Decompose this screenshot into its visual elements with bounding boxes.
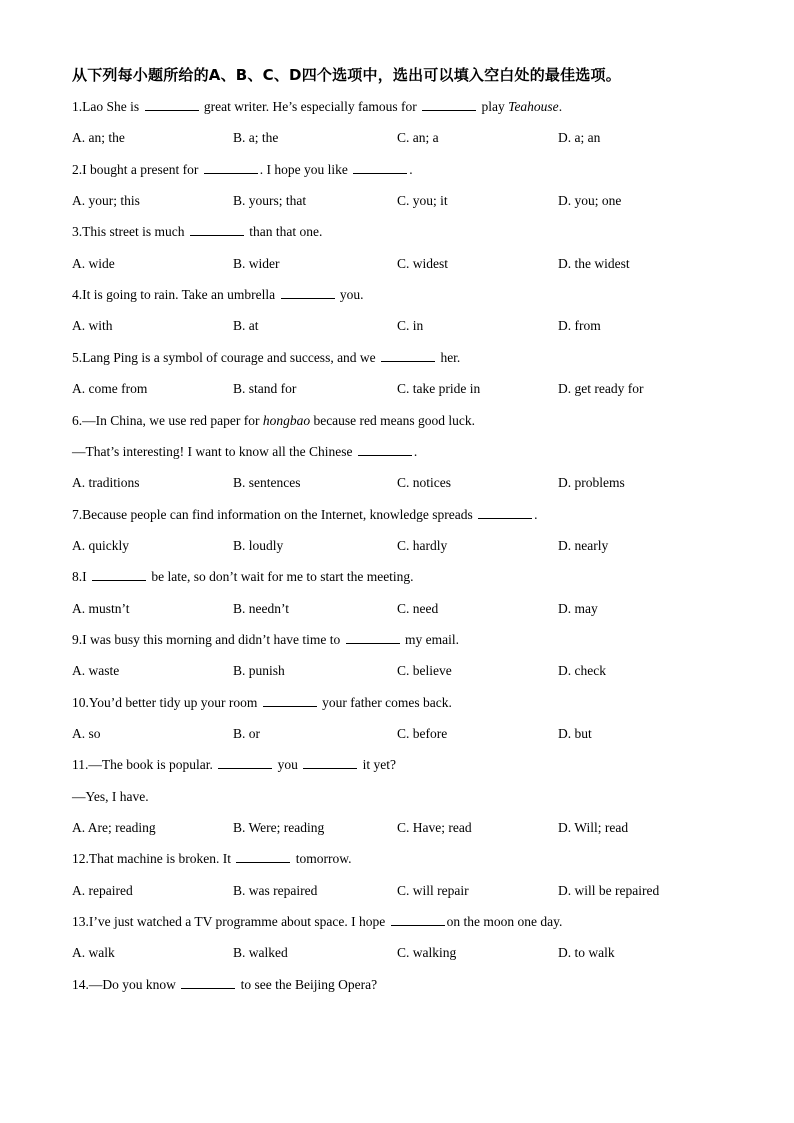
question-3-option-b[interactable]: B. wider	[233, 255, 280, 271]
question-4-option-d[interactable]: D. from	[558, 318, 601, 334]
answer-blank	[358, 443, 412, 456]
question-5-option-b[interactable]: B. stand for	[233, 381, 297, 397]
answer-blank	[381, 349, 435, 362]
question-text-segment: 5.Lang Ping is a symbol of courage and success, and we	[72, 349, 380, 365]
question-4-option-a[interactable]: A. with	[72, 318, 113, 334]
question-text-segment: be late, so don’t wait for me to start the meeting.	[148, 569, 414, 585]
italic-text: hongbao	[262, 412, 311, 428]
question-text-segment: because red means good luck.	[310, 412, 476, 428]
question-text-segment: her.	[437, 349, 461, 365]
question-2-text	[72, 161, 413, 179]
question-11-text	[72, 756, 396, 774]
question-4-text	[72, 286, 364, 304]
question-1-option-a[interactable]: A. an; the	[72, 130, 125, 146]
question-6-text	[72, 412, 475, 430]
question-text-segment: . I hope you like	[259, 161, 352, 177]
answer-blank	[190, 223, 244, 236]
question-14-text	[72, 976, 377, 994]
question-text-segment: to see the Beijing Opera?	[237, 976, 378, 992]
question-7-option-d[interactable]: D. nearly	[558, 537, 609, 553]
question-10-option-d[interactable]: D. but	[558, 726, 592, 741]
question-8-text	[72, 568, 414, 586]
question-13-option-b[interactable]: B. walked	[233, 945, 288, 961]
question-2-option-a[interactable]: A. your; this	[72, 193, 140, 209]
question-3-option-a[interactable]: A. wide	[72, 255, 115, 271]
answer-blank	[263, 694, 317, 707]
answer-blank	[422, 98, 476, 111]
answer-blank	[92, 568, 146, 581]
question-9-option-c[interactable]: C. believe	[397, 663, 452, 679]
question-text-segment: 7.Because people can find information on the Internet, knowledge spreads	[72, 506, 477, 522]
question-8-option-c[interactable]: C. need	[397, 600, 439, 616]
question-text-segment: 8.I	[72, 569, 90, 585]
answer-blank	[181, 976, 235, 989]
question-1-option-b[interactable]: B. a; the	[233, 130, 279, 146]
question-6-option-d[interactable]: D. problems	[558, 475, 625, 491]
question-text-segment: —That’s interesting! I want to know all the Chinese	[72, 443, 356, 459]
answer-blank	[236, 850, 290, 863]
question-text-segment: .	[534, 506, 538, 522]
question-9-option-b[interactable]: B. punish	[233, 663, 285, 679]
answer-blank	[353, 161, 407, 174]
question-text-segment: my email.	[401, 631, 459, 647]
question-text-segment: —Yes, I have.	[72, 788, 149, 804]
question-13-text	[72, 913, 562, 931]
question-5-option-c[interactable]: C. take pride in	[397, 381, 481, 397]
question-3-text	[72, 223, 322, 241]
question-text-segment: 1.Lao She is	[72, 99, 143, 114]
question-12-option-b[interactable]: B. was repaired	[233, 882, 318, 898]
question-5-text	[72, 349, 460, 367]
question-10-option-c[interactable]: C. before	[397, 726, 448, 741]
question-6-option-b[interactable]: B. sentences	[233, 475, 301, 491]
question-6-option-c[interactable]: C. notices	[397, 475, 451, 491]
answer-blank	[218, 756, 272, 769]
question-text-segment: 12.That machine is broken. It	[72, 851, 235, 867]
question-10-text	[72, 694, 452, 712]
question-text-segment: .	[558, 99, 563, 114]
question-text-segment: 13.I’ve just watched a TV programme about space. I hope	[72, 914, 389, 930]
instruction-heading: 从下列每小题所给的A、B、C、D四个选项中，选出可以填入空白处的最佳选项。	[72, 66, 621, 84]
question-11-text	[72, 788, 149, 806]
question-8-option-d[interactable]: D. may	[558, 600, 598, 616]
question-1-option-d[interactable]: D. a; an	[558, 130, 601, 146]
question-12-option-a[interactable]: A. repaired	[72, 882, 133, 898]
question-6-text	[72, 443, 417, 461]
question-text-segment: 10.You’d better tidy up your room	[72, 694, 261, 710]
question-text-segment: great writer. He’s especially famous for	[200, 99, 421, 114]
question-2-option-b[interactable]: B. yours; that	[233, 193, 307, 209]
answer-blank	[346, 631, 400, 644]
question-7-text	[72, 506, 538, 524]
question-1-text	[72, 98, 562, 116]
question-text-segment: 14.—Do you know	[72, 976, 180, 992]
question-10-option-a[interactable]: A. so	[72, 726, 101, 741]
question-8-option-a[interactable]: A. mustn’t	[72, 600, 130, 616]
question-text-segment: your father comes back.	[318, 694, 452, 710]
question-11-option-b[interactable]: B. Were; reading	[233, 820, 325, 836]
question-text-segment: 11.—The book is popular.	[72, 757, 217, 773]
question-7-option-b[interactable]: B. loudly	[233, 537, 284, 553]
question-12-option-c[interactable]: C. will repair	[397, 882, 469, 898]
answer-blank	[391, 913, 445, 926]
question-text-segment: 2.I bought a present for	[72, 161, 202, 177]
question-10-option-b[interactable]: B. or	[233, 726, 260, 741]
question-6-option-a[interactable]: A. traditions	[72, 475, 140, 491]
question-9-text	[72, 631, 459, 649]
question-text-segment: .	[409, 161, 413, 177]
question-text-segment: 9.I was busy this morning and didn’t have time to	[72, 631, 344, 647]
question-5-option-d[interactable]: D. get ready for	[558, 381, 644, 397]
question-text-segment: play	[478, 99, 509, 114]
question-text-segment: on the moon one day.	[446, 914, 563, 930]
question-9-option-a[interactable]: A. waste	[72, 663, 120, 679]
question-text-segment: it yet?	[359, 757, 396, 773]
answer-blank	[303, 756, 357, 769]
question-text-segment: 3.This street is much	[72, 224, 188, 240]
answer-blank	[145, 98, 199, 111]
answer-blank	[281, 286, 335, 299]
question-text-segment: 4.It is going to rain. Take an umbrella	[72, 287, 279, 303]
question-4-option-b[interactable]: B. at	[233, 318, 259, 334]
question-11-option-a[interactable]: A. Are; reading	[72, 820, 156, 836]
question-3-option-d[interactable]: D. the widest	[558, 255, 630, 271]
question-8-option-b[interactable]: B. needn’t	[233, 600, 289, 616]
question-13-option-c[interactable]: C. walking	[397, 945, 457, 961]
question-2-option-c[interactable]: C. you; it	[397, 193, 448, 209]
question-text-segment: you	[274, 757, 302, 773]
question-2-option-d[interactable]: D. you; one	[558, 193, 622, 209]
question-text-segment: 6.—In China, we use red paper for	[72, 412, 263, 428]
question-13-option-d[interactable]: D. to walk	[558, 945, 615, 961]
question-9-option-d[interactable]: D. check	[558, 663, 606, 679]
question-text-segment: .	[413, 443, 418, 459]
question-text-segment: tomorrow.	[292, 851, 352, 867]
question-1-option-c[interactable]: C. an; a	[397, 130, 439, 146]
question-12-text	[72, 850, 351, 868]
answer-blank	[478, 506, 532, 519]
question-3-option-c[interactable]: C. widest	[397, 255, 449, 271]
question-7-option-a[interactable]: A. quickly	[72, 537, 129, 553]
question-5-option-a[interactable]: A. come from	[72, 381, 148, 397]
question-11-option-c[interactable]: C. Have; read	[397, 820, 472, 836]
question-7-option-c[interactable]: C. hardly	[397, 537, 448, 553]
answer-blank	[204, 161, 258, 174]
question-text-segment: you.	[336, 287, 364, 303]
question-13-option-a[interactable]: A. walk	[72, 945, 115, 961]
question-text-segment: than that one.	[245, 224, 323, 240]
italic-text: Teahouse	[508, 99, 559, 114]
question-11-option-d[interactable]: D. Will; read	[558, 820, 629, 836]
question-12-option-d[interactable]: D. will be repaired	[558, 882, 660, 898]
question-4-option-c[interactable]: C. in	[397, 318, 424, 334]
